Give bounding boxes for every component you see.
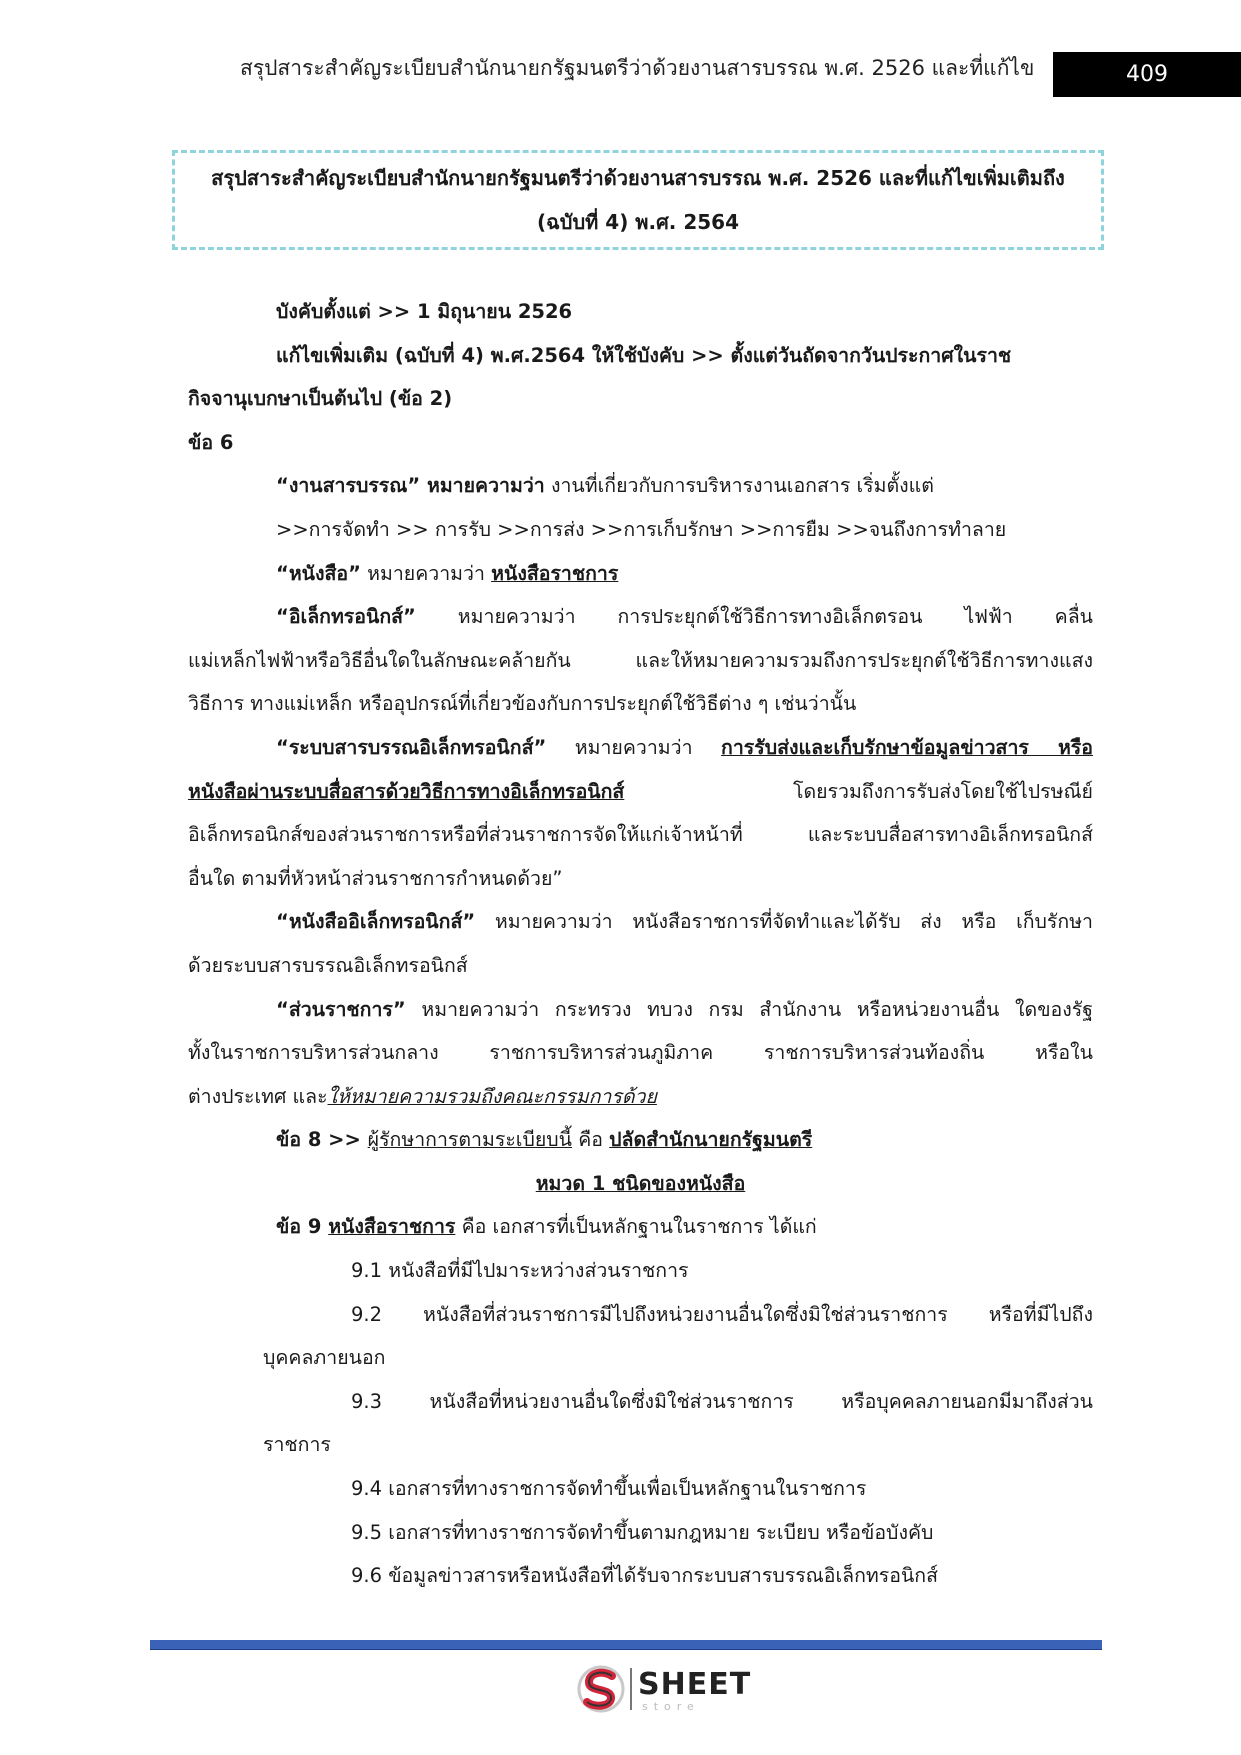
section-6-text: ข้อ 6	[188, 430, 234, 454]
definition-text: โดยรวมถึงการรับส่งโดยใช้ไปรษณีย์	[624, 779, 1093, 803]
effective-date-text: บังคับตั้งแต่ >> 1 มิถุนายน 2526	[276, 300, 573, 323]
chapter-1-text: หมวด 1 ชนิดของหนังสือ	[535, 1171, 746, 1195]
section-9-subject: หนังสือราชการ	[328, 1215, 456, 1239]
definition-nangsue	[188, 552, 1093, 596]
electronic-cont-2: วิธีการ ทางแม่เหล็ก หรืออุปกรณ์ที่เกี่ยวข้องกับการประยุกต์ใช้วิธีต่าง ๆ เช่นว่านั้น	[188, 692, 857, 716]
section-8-label: ข้อ 8 >>	[276, 1128, 368, 1152]
electronic-cont-1: แม่เหล็กไฟฟ้าหรือวิธีอื่นใดในลักษณะคล้ายกัน และให้หมายความรวมถึงการประยุกต์ใช้วิธีการทางแสง	[188, 648, 1093, 672]
definition-text: คือ เอกสารที่เป็นหลักฐานในราชการ ได้แก่	[455, 1215, 817, 1239]
section-8-subject: ผู้รักษาการตามระเบียบนี้	[367, 1128, 572, 1152]
definition-value: การรับส่งและเก็บรักษาข้อมูลข่าวสาร หรือ	[721, 735, 1093, 759]
saraban-steps: >>การจัดทำ >> การรับ >>การส่ง >>การเก็บรักษา >>การยืม >>จนถึงการทำลาย	[276, 517, 1007, 541]
definition-e-saraban	[188, 726, 1093, 770]
term-saraban: “งานสารบรรณ” หมายความว่า	[276, 474, 545, 498]
section-8-value: ปลัดสำนักนายกรัฐมนตรี	[609, 1128, 813, 1152]
list-item-9-2-cont: บุคคลภายนอก	[263, 1346, 386, 1370]
section-9-label: ข้อ 9	[276, 1215, 329, 1239]
list-item-9-5: 9.5 เอกสารที่ทางราชการจัดทำขึ้นตามกฎหมาย ระเบียบ หรือข้อบังคับ	[351, 1520, 934, 1544]
definition-electronic	[188, 595, 1093, 639]
term-electronic: “อิเล็กทรอนิกส์”	[276, 605, 416, 629]
footer-bar	[150, 1640, 1102, 1650]
agency-cont-1: ทั้งในราชการบริหารส่วนกลาง ราชการบริหารส่วนภูมิภาค ราชการบริหารส่วนท้องถิ่น หรือใน	[188, 1041, 1093, 1065]
definition-value: หนังสือผ่านระบบสื่อสารด้วยวิธีการทางอิเล็กทรอนิกส์	[188, 779, 625, 803]
e-saraban-cont-3: อื่นใด ตามที่หัวหน้าส่วนราชการกำหนดด้วย”	[188, 866, 563, 890]
amendment-line	[188, 334, 1093, 378]
logo-text: SHEET	[638, 1667, 752, 1702]
definition-text: หมายความว่า	[546, 735, 722, 759]
definition-text: หมายความว่า หนังสือราชการที่จัดทำและได้รับ ส่ง หรือ เก็บรักษา	[475, 910, 1093, 934]
list-item-9-6: 9.6 ข้อมูลข่าวสารหรือหนังสือที่ได้รับจากระบบสารบรรณอิเล็กทรอนิกส์	[351, 1564, 938, 1588]
title-box	[172, 150, 1104, 250]
title-line-2: (ฉบับที่ 4) พ.ศ. 2564	[536, 210, 740, 234]
definition-text: หมายความว่า การประยุกต์ใช้วิธีการทางอิเล็กตรอน ไฟฟ้า คลื่น	[415, 605, 1093, 629]
agency-cont-2	[188, 1075, 1093, 1119]
list-item-9-3: 9.3 หนังสือที่หน่วยงานอื่นใดซึ่งมิใช่ส่วนราชการ หรือบุคคลภายนอกมีมาถึงส่วน	[351, 1389, 1093, 1413]
definition-e-document	[188, 900, 1093, 944]
e-saraban-cont-1	[188, 770, 1093, 814]
sheet-store-logo	[574, 1662, 754, 1716]
s-logo-icon	[574, 1662, 628, 1716]
amendment-cont-text: กิจจานุเบกษาเป็นต้นไป (ข้อ 2)	[188, 387, 453, 411]
section-6-heading	[188, 421, 1093, 465]
running-header: สรุปสาระสำคัญระเบียบสำนักนายกรัฐมนตรีว่าด้วยงานสารบรรณ พ.ศ. 2526 และที่แก้ไข	[240, 56, 1035, 80]
definition-text: หมายความว่า	[360, 561, 492, 585]
definition-agency	[188, 988, 1093, 1032]
definition-text: หมายความว่า กระทรวง ทบวง กรม สำนักงาน หรือหน่วยงานอื่น ใดของรัฐ	[405, 997, 1093, 1021]
definition-text: ต่างประเทศ และ	[188, 1084, 328, 1108]
definition-emphasis: ให้หมายความรวมถึงคณะกรรมการด้วย	[327, 1084, 657, 1108]
definition-value: หนังสือราชการ	[491, 561, 619, 585]
list-item-9-2: 9.2 หนังสือที่ส่วนราชการมีไปถึงหน่วยงานอื่นใดซึ่งมิใช่ส่วนราชการ หรือที่มีไปถึง	[351, 1302, 1093, 1326]
title-line-1: สรุปสาระสำคัญระเบียบสำนักนายกรัฐมนตรีว่าด้วยงานสารบรรณ พ.ศ. 2526 และที่แก้ไขเพิ่มเติมถึง	[211, 166, 1065, 190]
term-e-saraban: “ระบบสารบรรณอิเล็กทรอนิกส์”	[276, 735, 547, 759]
term-e-document: “หนังสืออิเล็กทรอนิกส์”	[276, 910, 476, 934]
page-number: 409	[1053, 52, 1241, 97]
section-9	[188, 1205, 1093, 1249]
list-item-9-1: 9.1 หนังสือที่มีไปมาระหว่างส่วนราชการ	[351, 1259, 689, 1283]
chapter-1-heading	[188, 1162, 1093, 1206]
definition-text: คือ	[572, 1128, 610, 1152]
e-document-cont: ด้วยระบบสารบรรณอิเล็กทรอนิกส์	[188, 953, 468, 977]
amendment-text: แก้ไขเพิ่มเติม (ฉบับที่ 4) พ.ศ.2564 ให้ใช้บังคับ >> ตั้งแต่วันถัดจากวันประกาศในราช	[276, 343, 1012, 367]
logo-separator	[630, 1668, 632, 1710]
amendment-line-cont	[188, 377, 1093, 421]
effective-date	[188, 290, 1093, 334]
list-item-9-4: 9.4 เอกสารที่ทางราชการจัดทำขึ้นเพื่อเป็นหลักฐานในราชการ	[351, 1477, 867, 1501]
document-body	[188, 290, 1093, 1598]
logo-subtext: store	[642, 1700, 700, 1713]
term-nangsue: “หนังสือ”	[276, 561, 361, 585]
term-agency: “ส่วนราชการ”	[276, 997, 406, 1021]
e-saraban-cont-2: อิเล็กทรอนิกส์ของส่วนราชการหรือที่ส่วนราชการจัดให้แก่เจ้าหน้าที่ และระบบสื่อสารทางอิเล็กทรอนิกส์	[188, 823, 1093, 847]
section-8	[188, 1118, 1093, 1162]
definition-saraban	[188, 464, 1093, 508]
list-item-9-3-cont: ราชการ	[263, 1433, 331, 1457]
definition-text: งานที่เกี่ยวกับการบริหารงานเอกสาร เริ่มตั้งแต่	[544, 474, 934, 498]
